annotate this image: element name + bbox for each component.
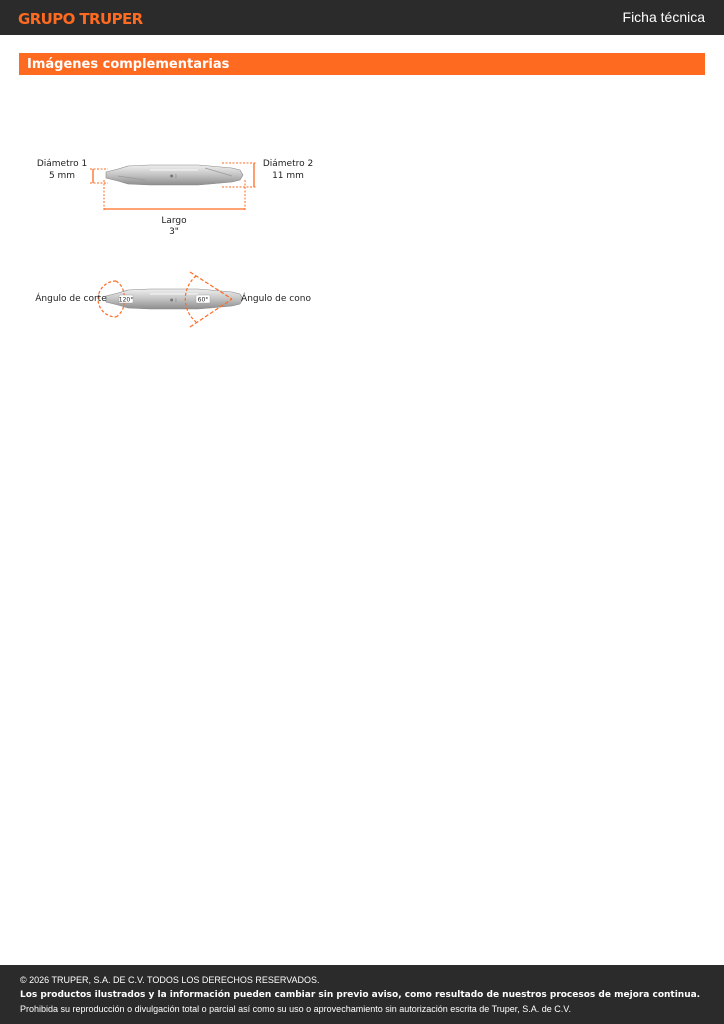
svg-text:● ▯: ● ▯: [170, 297, 177, 302]
diameter2-value: 11 mm: [272, 171, 304, 181]
company-logo: GRUPO TRUPER: [18, 10, 143, 28]
length-value: 3": [169, 227, 179, 237]
footer-bar: [0, 965, 724, 1024]
cut-angle-value: 120°: [118, 296, 134, 304]
angles-figure: [35, 272, 311, 327]
cut-angle-label: Ángulo de corte: [35, 294, 107, 304]
notice-text: Los productos ilustrados y la información pueden cambiar sin previo aviso, como resultado de nuestros procesos de mejora continua.: [20, 990, 701, 1000]
copyright-text: © 2026 TRUPER, S.A. DE C.V. TODOS LOS DERECHOS RESERVADOS.: [20, 975, 320, 985]
dimensions-figure: [37, 159, 313, 237]
legal-text: Prohibida su reproducción o divulgación total o parcial así como su uso o aprovechamiento sin autorización escrita de Truper, S.A. de C.V.: [20, 1004, 571, 1014]
drill-bit-illustrations: [0, 0, 724, 400]
cone-angle-label: Ángulo de cono: [241, 294, 311, 304]
svg-text:● ▯: ● ▯: [170, 173, 177, 178]
document-type-label: Ficha técnica: [622, 9, 705, 25]
length-label: Largo: [161, 216, 187, 226]
diameter1-label: Diámetro 1: [36, 159, 88, 169]
section-title: Imágenes complementarias: [27, 57, 230, 72]
cone-angle-value: 60°: [197, 296, 209, 304]
diameter1-dimension-line: [90, 169, 108, 183]
diameter1-value: 5 mm: [48, 171, 76, 181]
center-drill-bit-image: [106, 165, 243, 185]
diameter2-label: Diámetro 2: [262, 159, 314, 169]
